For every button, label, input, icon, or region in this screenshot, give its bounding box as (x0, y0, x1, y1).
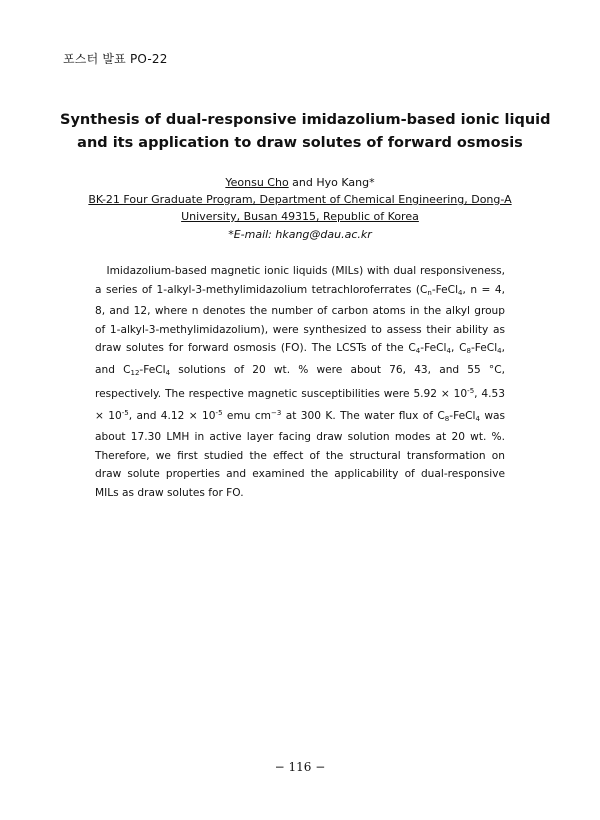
paper-title-line-1: Synthesis of dual-responsive imidazolium-based ionic liquid (60, 112, 551, 128)
subscript: 4 (475, 414, 480, 423)
author-joiner: and (288, 176, 317, 189)
author-list (60, 177, 540, 188)
abstract-text: solutions of 20 wt. % were about 76, 43, and 55 °C, respectively. The respective magnetic susceptibilities were 5.92 × 10 (95, 363, 505, 401)
author-name: Hyo Kang* (316, 176, 375, 189)
subscript: 4 (446, 347, 451, 356)
subscript: 8 (444, 414, 450, 423)
page-number: − 116 − (274, 760, 326, 774)
abstract-text: -FeCl (139, 363, 166, 376)
abstract-text: -FeCl (449, 409, 476, 422)
corresponding-email: *E-mail: hkang@dau.ac.kr (228, 228, 372, 241)
subscript: 8 (466, 347, 471, 356)
superscript: −3 (271, 408, 282, 417)
abstract-text: -FeCl (470, 342, 498, 355)
abstract-text: , C (450, 342, 467, 355)
superscript: -5 (121, 408, 129, 417)
paper-title-line-2: and its application to draw solutes of forward osmosis (77, 135, 523, 151)
superscript: -5 (467, 387, 475, 396)
affiliation-line-1 (60, 194, 540, 205)
abstract-paragraph (95, 262, 505, 503)
subscript: 4 (497, 347, 502, 356)
abstract-text: , and C (95, 342, 505, 376)
subscript: 12 (130, 368, 140, 377)
subscript: n (427, 288, 432, 297)
abstract-text: , 4.53 × 10 (95, 388, 505, 422)
abstract-text: Imidazolium-based magnetic ionic liquids (MILs) with dual responsiveness, a series of 1-alkyl-3-methylimidazolium tetrachloroferrates (C (95, 265, 505, 296)
subscript: 4 (165, 368, 171, 377)
affiliation-line-2 (60, 211, 540, 222)
subscript: 4 (458, 288, 463, 297)
affiliation-text: University, Busan 49315, Republic of Korea (181, 210, 419, 223)
abstract-text: -FeCl (420, 342, 447, 355)
subscript: 4 (415, 347, 421, 356)
abstract-text: , and 4.12 × 10 (128, 409, 216, 422)
abstract-text: emu cm (222, 409, 272, 422)
abstract-text: was about 17.30 LMH in active layer facing draw solution modes at 20 wt. %. Therefore, we first studied the effect of the structural transformation on draw solute properties and examined the applicability of dual-responsive MILs as draw solutes for FO. (95, 409, 506, 500)
session-label: 포스터 발표 PO-22 (63, 52, 168, 66)
superscript: -5 (215, 408, 223, 417)
abstract-text: at 300 K. The water flux of C (281, 409, 445, 422)
affiliation-text: BK-21 Four Graduate Program, Department of Chemical Engineering, Dong-A (88, 193, 512, 206)
abstract-text: -FeCl (431, 283, 459, 296)
abstract-text: , n = 4, 8, and 12, where n denotes the number of carbon atoms in the alkyl group of 1-alkyl-3-methylimidazolium), were synthesized to assess their ability as draw solutes for forward osmosis (FO). The LCSTs of the C (95, 283, 505, 355)
author-name: Yeonsu Cho (225, 176, 289, 189)
